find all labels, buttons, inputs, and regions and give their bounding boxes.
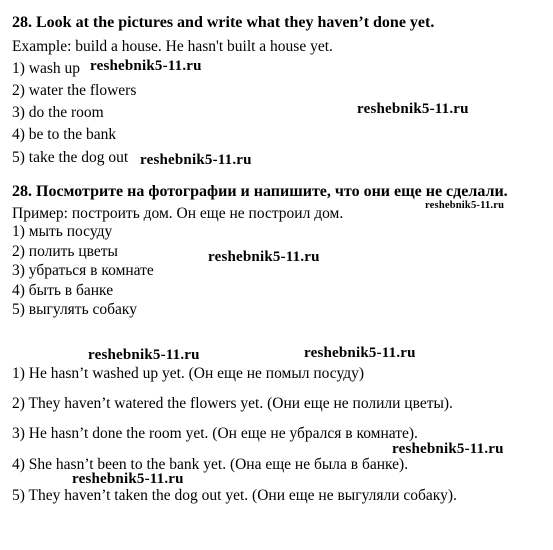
exercise-en-item-2: 2) water the flowers [12, 82, 137, 99]
watermark-4: reshebnik5-11.ru [425, 200, 505, 211]
exercise-ru-item-3: 3) убраться в комнате [12, 262, 154, 279]
watermark-3: reshebnik5-11.ru [140, 152, 252, 168]
watermark-9: reshebnik5-11.ru [72, 471, 184, 487]
exercise-ru-item-5: 5) выгулять собаку [12, 301, 137, 318]
answer-3: 3) He hasn’t done the room yet. (Он еще не убрался в комнате). [12, 425, 418, 442]
answer-2: 2) They haven’t watered the flowers yet. (Они еще не полили цветы). [12, 395, 453, 412]
exercise-ru-example: Пример: построить дом. Он еще не построил дом. [12, 205, 344, 222]
exercise-en-item-5: 5) take the dog out [12, 149, 129, 166]
exercise-ru-item-1: 1) мыть посуду [12, 223, 113, 240]
answer-1: 1) He hasn’t washed up yet. (Он еще не помыл посуду) [12, 365, 365, 382]
exercise-ru-item-2: 2) полить цветы [12, 243, 118, 260]
answer-5: 5) They haven’t taken the dog out yet. (Они еще не выгуляли собаку). [12, 487, 457, 504]
watermark-6: reshebnik5-11.ru [88, 347, 200, 363]
answer-4: 4) She hasn’t been to the bank yet. (Она еще не была в банке). [12, 456, 409, 473]
exercise-en-example: Example: build a house. He hasn't built a house yet. [12, 38, 333, 55]
watermark-7: reshebnik5-11.ru [304, 345, 416, 361]
exercise-ru-item-4: 4) быть в банке [12, 282, 114, 299]
exercise-en-item-4: 4) be to the bank [12, 126, 117, 143]
exercise-en-item-3: 3) do the room [12, 104, 104, 121]
watermark-5: reshebnik5-11.ru [208, 249, 320, 265]
watermark-1: reshebnik5-11.ru [90, 58, 202, 74]
exercise-en-item-1: 1) wash up [12, 60, 81, 77]
watermark-8: reshebnik5-11.ru [392, 441, 504, 457]
exercise-en-heading: 28. Look at the pictures and write what they haven’t done yet. [12, 14, 435, 31]
watermark-2: reshebnik5-11.ru [357, 101, 469, 117]
exercise-ru-heading: 28. Посмотрите на фотографии и напишите, что они еще не сделали. [12, 183, 508, 200]
